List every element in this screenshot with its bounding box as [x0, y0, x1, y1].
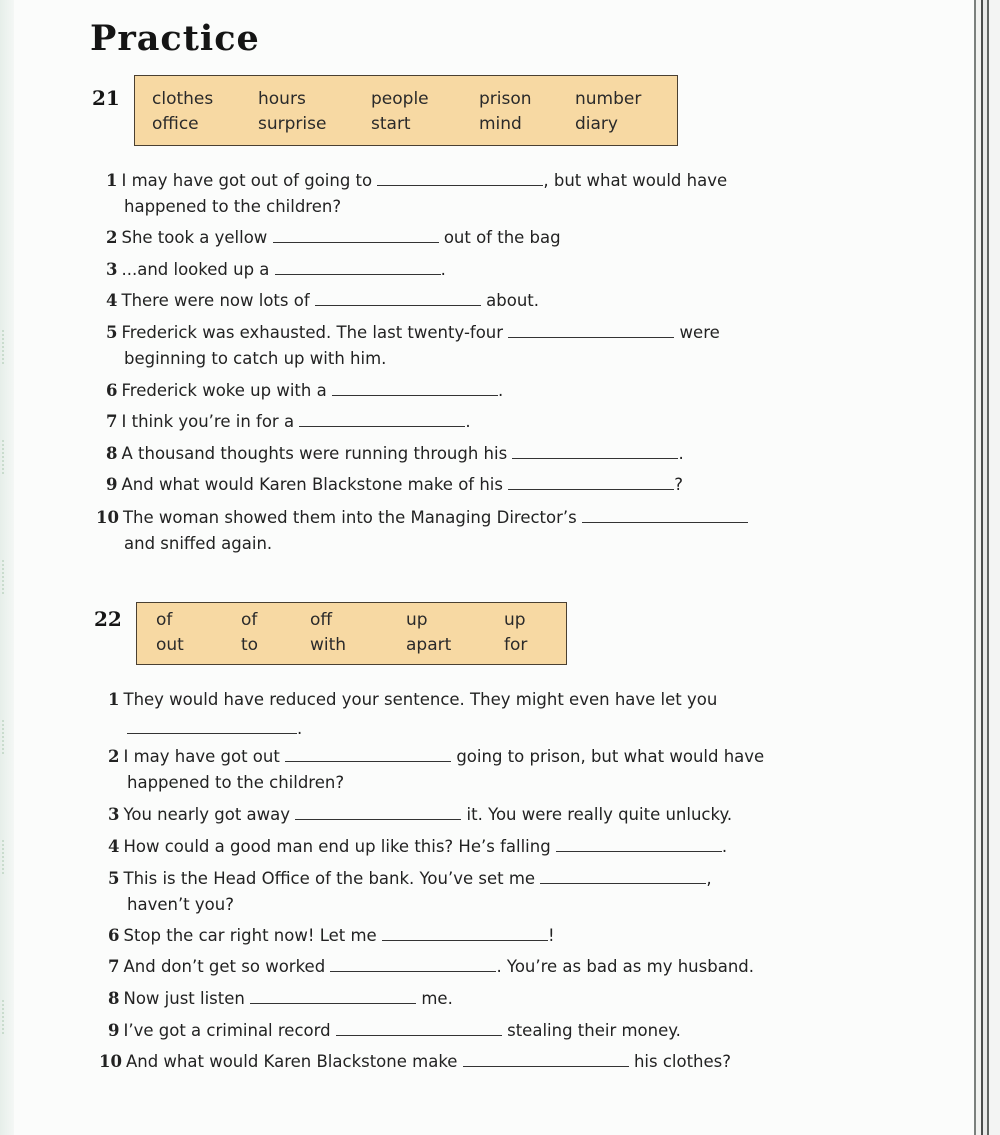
- item-text: ?: [674, 475, 683, 494]
- word-box-item: of: [156, 610, 173, 630]
- item-text: I think you’re in for a: [121, 412, 295, 431]
- answer-blank[interactable]: [512, 444, 678, 459]
- left-page-edge: [0, 0, 14, 1135]
- exercise-item: [96, 507, 748, 529]
- word-box-item: to: [241, 635, 259, 655]
- right-page-edge: [960, 0, 1000, 1135]
- item-text: There were now lots of: [121, 291, 310, 310]
- item-number: 3: [106, 260, 118, 279]
- item-number: 3: [108, 805, 120, 824]
- item-number: 5: [106, 323, 118, 342]
- answer-blank[interactable]: [463, 1052, 629, 1067]
- answer-blank[interactable]: [295, 805, 461, 820]
- item-text: his clothes?: [633, 1052, 732, 1071]
- word-box-item: out: [156, 635, 184, 655]
- word-box-item: clothes: [152, 89, 214, 109]
- item-number: 4: [106, 291, 118, 310]
- item-continuation: and sniffed again.: [124, 534, 273, 553]
- item-text: A thousand thoughts were running through his: [121, 444, 508, 463]
- exercise-22-number: 22: [94, 607, 122, 631]
- word-box-item: for: [504, 635, 528, 655]
- item-number: 1: [108, 690, 120, 709]
- item-text: .: [297, 719, 303, 738]
- exercise-item: [106, 443, 684, 465]
- item-continuation: happened to the children?: [127, 773, 345, 792]
- word-box-item: office: [152, 114, 199, 134]
- item-text: Frederick was exhausted. The last twenty-four: [121, 323, 504, 342]
- item-number: 2: [108, 747, 120, 766]
- exercise-item: [108, 925, 555, 947]
- item-text: They would have reduced your sentence. They might even have let you: [123, 690, 718, 709]
- page-title: Practice: [90, 18, 260, 59]
- item-text: Now just listen: [123, 989, 245, 1008]
- item-number: 9: [106, 475, 118, 494]
- item-continuation: [127, 718, 302, 740]
- answer-blank[interactable]: [273, 228, 439, 243]
- item-text: And what would Karen Blackstone make: [125, 1052, 458, 1071]
- item-number: 7: [108, 957, 120, 976]
- answer-blank[interactable]: [508, 323, 674, 338]
- item-text: How could a good man end up like this? He’s falling: [123, 837, 551, 856]
- item-text: Stop the car right now! Let me: [123, 926, 377, 945]
- word-box-item: off: [310, 610, 333, 630]
- word-box-item: hours: [258, 89, 306, 109]
- word-box-item: with: [310, 635, 347, 655]
- exercise-item: [108, 988, 453, 1010]
- item-text: .: [440, 260, 446, 279]
- item-number: 5: [108, 869, 120, 888]
- item-text: .: [721, 837, 728, 856]
- word-box-item: of: [241, 610, 258, 630]
- item-number: 8: [108, 989, 120, 1008]
- item-number: 6: [106, 381, 118, 400]
- word-box-item: surprise: [258, 114, 327, 134]
- item-text: out of the bag: [443, 228, 561, 247]
- exercise-item: [106, 227, 561, 249]
- item-text: it. You were really quite unlucky.: [466, 805, 733, 824]
- item-text: about.: [486, 291, 539, 310]
- item-text: And what would Karen Blackstone make of his: [121, 475, 503, 494]
- exercise-item: [108, 746, 764, 768]
- item-text: were: [679, 323, 720, 342]
- exercise-item: [108, 956, 754, 978]
- item-text: .: [678, 444, 684, 463]
- exercise-item: [106, 290, 539, 312]
- word-box-item: number: [575, 89, 642, 109]
- exercise-item: [108, 804, 732, 826]
- item-text: , but what would have: [543, 171, 728, 190]
- answer-blank[interactable]: [250, 989, 416, 1004]
- item-continuation: happened to the children?: [124, 197, 342, 216]
- item-number: 7: [106, 412, 118, 431]
- exercise-item: [108, 689, 717, 711]
- item-text: She took a yellow: [121, 228, 268, 247]
- item-number: 10: [96, 508, 119, 527]
- word-box-item: apart: [406, 635, 452, 655]
- exercise-item: [106, 474, 683, 496]
- answer-blank[interactable]: [275, 260, 441, 275]
- answer-blank[interactable]: [336, 1021, 502, 1036]
- item-text: And don’t get so worked: [123, 957, 326, 976]
- item-text: Frederick woke up with a: [121, 381, 327, 400]
- answer-blank[interactable]: [382, 926, 548, 941]
- exercise-item: [106, 322, 720, 344]
- item-text: ...and looked up a: [121, 260, 270, 279]
- answer-blank[interactable]: [540, 869, 706, 884]
- answer-blank[interactable]: [285, 747, 451, 762]
- item-number: 9: [108, 1021, 120, 1040]
- item-continuation: beginning to catch up with him.: [124, 349, 387, 368]
- item-text: .: [497, 381, 504, 400]
- item-text: me.: [421, 989, 453, 1008]
- answer-blank[interactable]: [377, 171, 543, 186]
- exercise-21-word-box: [134, 75, 678, 146]
- answer-blank[interactable]: [332, 381, 498, 396]
- item-text: I may have got out: [123, 747, 280, 766]
- item-text: stealing their money.: [507, 1021, 681, 1040]
- item-number: 4: [108, 837, 120, 856]
- exercise-item: [99, 1051, 731, 1073]
- exercise-item: [108, 836, 727, 858]
- item-number: 6: [108, 926, 120, 945]
- item-continuation: haven’t you?: [127, 895, 234, 914]
- exercise-22-word-box: [136, 602, 567, 665]
- item-number: 1: [106, 171, 118, 190]
- word-box-item: start: [371, 114, 411, 134]
- exercise-item: [108, 1020, 681, 1042]
- item-text: I may have got out of going to: [121, 171, 373, 190]
- exercise-21-number: 21: [92, 86, 120, 110]
- item-number: 2: [106, 228, 118, 247]
- word-box-item: up: [406, 610, 428, 630]
- item-number: 10: [99, 1052, 122, 1071]
- item-text: ,: [706, 869, 712, 888]
- exercise-item: [108, 868, 712, 890]
- item-text: This is the Head Office of the bank. You’ve set me: [123, 869, 536, 888]
- item-text: I’ve got a criminal record: [123, 1021, 331, 1040]
- word-box-item: diary: [575, 114, 618, 134]
- answer-blank[interactable]: [299, 412, 465, 427]
- item-text: The woman showed them into the Managing Director’s: [122, 508, 577, 527]
- answer-blank[interactable]: [508, 475, 674, 490]
- exercise-item: [106, 170, 727, 192]
- word-box-item: mind: [479, 114, 522, 134]
- item-text: You nearly got away: [123, 805, 291, 824]
- answer-blank[interactable]: [556, 837, 722, 852]
- exercise-item: [106, 259, 446, 281]
- word-box-item: people: [371, 89, 429, 109]
- item-text: !: [547, 926, 555, 945]
- exercise-item: [106, 380, 503, 402]
- item-number: 8: [106, 444, 118, 463]
- word-box-item: up: [504, 610, 526, 630]
- exercise-item: [106, 411, 471, 433]
- answer-blank[interactable]: [315, 291, 481, 306]
- item-text: .: [465, 412, 471, 431]
- item-text: . You’re as bad as my husband.: [496, 957, 754, 976]
- item-text: going to prison, but what would have: [456, 747, 765, 766]
- answer-blank[interactable]: [582, 508, 748, 523]
- word-box-item: prison: [479, 89, 532, 109]
- answer-blank[interactable]: [330, 957, 496, 972]
- answer-blank[interactable]: [127, 719, 297, 734]
